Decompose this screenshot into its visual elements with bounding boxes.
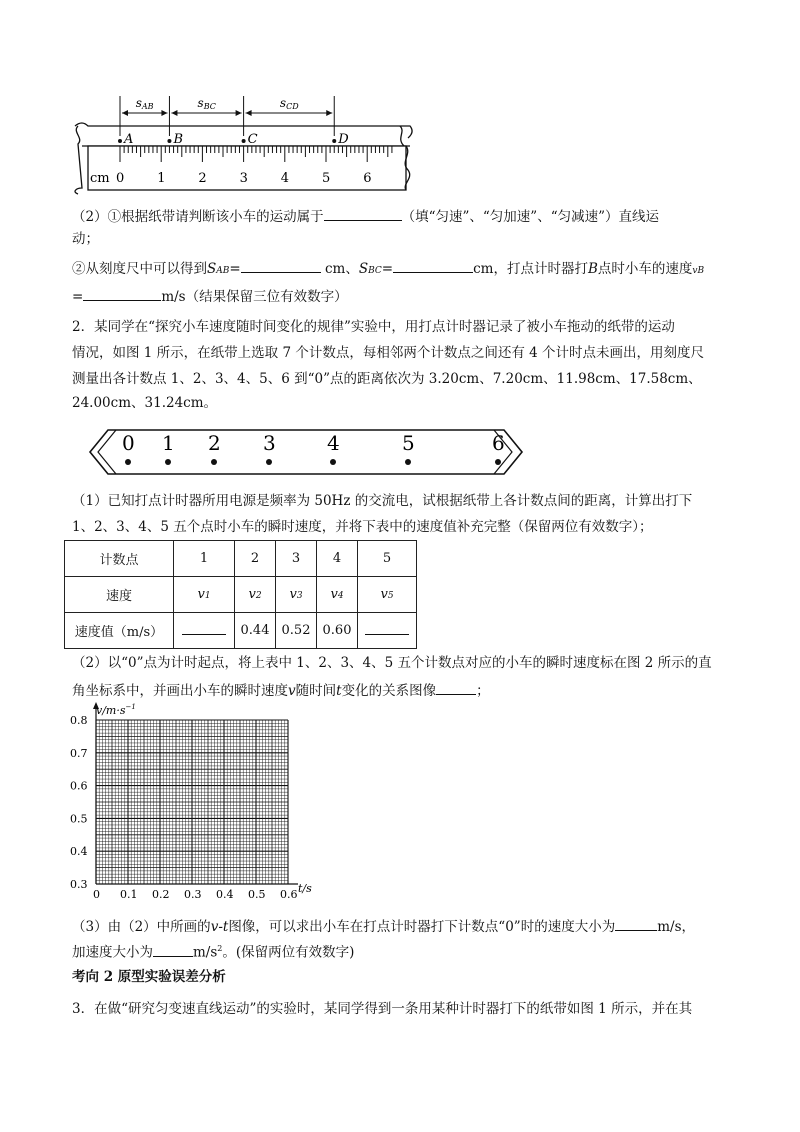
ruler-number: 2 <box>198 171 207 186</box>
y-tick-label: 0.3 <box>70 878 88 891</box>
ruler-number: 5 <box>322 171 331 186</box>
equals: = <box>72 289 84 305</box>
vt-graph <box>62 700 322 900</box>
vt-symbol: v-t <box>210 919 229 935</box>
q2-text-line2: 情况，如图 1 所示，在纸带上选取 7 个计数点，每相邻两个计数点之间还有 4 个计时点未画出，用刻度尺 <box>72 345 705 361</box>
q2-part3-line2 <box>72 940 354 962</box>
q1-text: m/s（结果保留三位有效数字） <box>161 289 348 305</box>
point-label: B <box>173 132 184 147</box>
tape-dot <box>332 139 336 143</box>
table-header: 速度值（m/s） <box>65 613 174 649</box>
q1-part2-line2 <box>72 230 99 248</box>
table-cell: v1 <box>174 577 235 613</box>
x-tick-label: 0.5 <box>248 888 266 900</box>
y-tick-label: 0.5 <box>70 812 88 826</box>
answer-blank[interactable] <box>436 680 476 695</box>
tape-dot <box>266 459 272 465</box>
v-symbol: v <box>692 266 698 276</box>
superscript: 2 <box>217 944 223 953</box>
x-tick-label: 0.2 <box>152 888 170 900</box>
q2-text: 变化的关系图像 <box>341 683 437 699</box>
answer-blank[interactable] <box>83 286 161 301</box>
point-label: D <box>338 132 349 147</box>
table-cell: 1 <box>174 541 235 577</box>
segment-subscript: BC <box>203 102 216 111</box>
s-symbol: S <box>358 261 369 277</box>
q2-text: 。(保留两位有效数字) <box>222 944 355 961</box>
tape-label: 1 <box>162 431 175 455</box>
q2-part1-line1: （1）已知打点计时器所用电源是频率为 50Hz 的交流电，试根据纸带上各计数点间的距离，计算出打下 <box>72 493 693 509</box>
table-cell: 5 <box>358 541 417 577</box>
tape-label: 4 <box>327 431 340 455</box>
segment-subscript: AB <box>141 102 154 111</box>
x-tick-label: 0.4 <box>216 888 234 900</box>
table-cell: 2 <box>235 541 276 577</box>
y-tick-label: 0.7 <box>70 746 88 760</box>
q2-text-line4: 24.00cm、31.24cm。 <box>72 395 218 411</box>
arrow-head <box>236 110 242 116</box>
segment-subscript: CD <box>286 102 299 111</box>
q2-text-line3: 测量出各计数点 1、2、3、4、5、6 到“0”点的距离依次为 3.20cm、7.20cm、11.98cm、17.58cm、 <box>72 371 702 387</box>
table-header: 计数点 <box>65 541 174 577</box>
t-symbol: t <box>336 683 342 699</box>
table-row <box>65 577 417 613</box>
ruler-number: 0 <box>116 171 125 186</box>
point-label: B <box>587 261 598 277</box>
tape-label: 3 <box>263 431 276 455</box>
equals: = <box>229 261 241 277</box>
q3-text-line1: 3．在做“研究匀变速直线运动”的实验时，某同学得到一条用某种计时器打下的纸带如图 1 所示，并在其 <box>72 1001 693 1017</box>
q1-part2-line4 <box>72 286 348 306</box>
answer-blank[interactable] <box>615 916 657 931</box>
q1-text: ②从刻度尺中可以得到 <box>72 261 207 277</box>
q2-text: 图像，可以求出小车在打点计时器打下计数点“0”时的速度大小为 <box>228 919 616 935</box>
q2-text-line1: 2．某同学在“探究小车速度随时间变化的规律”实验中，用打点计时器记录了被小车拖动的纸带的运动 <box>72 319 675 335</box>
section-title: 考向 2 原型实验误差分析 <box>72 969 226 985</box>
unit-text: cm，打点计时器打 <box>473 261 588 277</box>
answer-blank[interactable] <box>174 613 235 649</box>
answer-blank[interactable] <box>324 206 402 221</box>
tape-label: 5 <box>402 431 415 455</box>
tape-dot <box>167 139 171 143</box>
answer-blank[interactable] <box>153 942 193 957</box>
q2-text: ； <box>476 683 490 699</box>
tape-label: 6 <box>492 431 505 455</box>
x-axis-label: t/s <box>298 882 312 895</box>
table-cell: 0.52 <box>276 613 317 649</box>
arrow-head <box>122 110 128 116</box>
ruler-number: 6 <box>363 171 372 186</box>
ruler-number: 4 <box>280 171 290 186</box>
q2-part2-line1: （2）以“0”点为计时起点，将上表中 1、2、3、4、5 五个计数点对应的小车的瞬时速度标在图 2 所示的直 <box>72 655 712 671</box>
ruler-unit: cm <box>90 171 110 186</box>
table-row <box>65 613 417 649</box>
equals: = <box>381 261 394 277</box>
q2-text: （3）由（2）中所画的 <box>72 919 211 935</box>
table-cell: v3 <box>276 577 317 613</box>
segment-label: sBC <box>197 96 216 111</box>
q2-text: 角坐标系中，并画出小车的瞬时速度 <box>72 683 288 699</box>
y-tick-label: 0.6 <box>70 779 88 793</box>
table-cell: v2 <box>235 577 276 613</box>
arrow-head <box>171 110 177 116</box>
v-symbol: v <box>288 683 296 699</box>
tape-dot <box>405 459 411 465</box>
q1-text: （2）①根据纸带请判断该小车的运动属于 <box>72 209 324 225</box>
ruler-number: 3 <box>239 171 248 186</box>
arrow-head <box>326 110 332 116</box>
q1-part2-line1 <box>72 206 659 226</box>
table-header: 速度 <box>65 577 174 613</box>
x-tick-label: 0 <box>93 888 100 900</box>
arrow-head <box>246 110 252 116</box>
q2-text: m/s <box>193 944 218 961</box>
q2-part2-line2 <box>72 680 490 700</box>
tape-dot <box>330 459 336 465</box>
answer-blank[interactable] <box>393 258 473 273</box>
q2-part1-line2: 1、2、3、4、5 五个点时小车的瞬时速度，并将下表中的速度值补充完整（保留两位有效数字）； <box>72 519 653 535</box>
tape-dot <box>242 139 246 143</box>
arrow-head <box>161 110 167 116</box>
q1-text: （填“匀速”、“匀加速”、“匀减速”）直线运 <box>401 209 660 225</box>
tape-label: 0 <box>122 431 135 455</box>
q1-text: 动； <box>72 231 99 247</box>
point-label: C <box>247 132 258 147</box>
x-tick-label: 0.1 <box>120 888 138 900</box>
y-tick-label: 0.4 <box>70 845 88 859</box>
tape-dot <box>165 459 171 465</box>
tape-dot <box>211 459 217 465</box>
table-row <box>65 541 417 577</box>
q2-part3-line1 <box>72 916 695 936</box>
y-axis-label: $v/m\cdot s^{-1}$ <box>96 703 136 717</box>
table-cell: v4 <box>317 577 358 613</box>
tape-outline <box>90 430 522 474</box>
segment-label: sCD <box>279 96 299 111</box>
tape-outline <box>75 126 82 194</box>
table-cell: 4 <box>317 541 358 577</box>
tape-dot <box>495 459 501 465</box>
table-cell: 0.60 <box>317 613 358 649</box>
q2-text: 加速度大小为 <box>72 944 153 961</box>
point-label: A <box>124 132 134 147</box>
s-subscript: BC <box>368 266 382 276</box>
tape-dot <box>125 459 131 465</box>
ruler-number: 1 <box>157 171 166 186</box>
ruler-figure <box>70 88 490 198</box>
q2-text: 随时间 <box>295 683 337 699</box>
s-subscript: AB <box>216 266 230 276</box>
y-tick-label: 0.8 <box>70 714 88 727</box>
q1-part2-line3 <box>72 258 704 280</box>
unit-text: cm、 <box>324 261 359 277</box>
segment-label: sAB <box>135 96 154 111</box>
x-tick-label: 0.3 <box>184 888 202 900</box>
tape-label: 2 <box>208 431 221 455</box>
q1-text: 点时小车的速度 <box>597 261 693 277</box>
answer-blank[interactable] <box>358 613 417 649</box>
table-cell: 3 <box>276 541 317 577</box>
paper-tape-figure <box>86 428 526 478</box>
tape-dot <box>118 139 122 143</box>
q2-text: m/s， <box>657 919 695 935</box>
x-tick-label: 0.6 <box>280 888 298 900</box>
table-cell: v5 <box>358 577 417 613</box>
table-cell: 0.44 <box>235 613 276 649</box>
velocity-table <box>64 540 417 649</box>
answer-blank[interactable] <box>241 258 321 273</box>
v-subscript: B <box>697 266 705 276</box>
s-symbol: S <box>207 261 217 277</box>
